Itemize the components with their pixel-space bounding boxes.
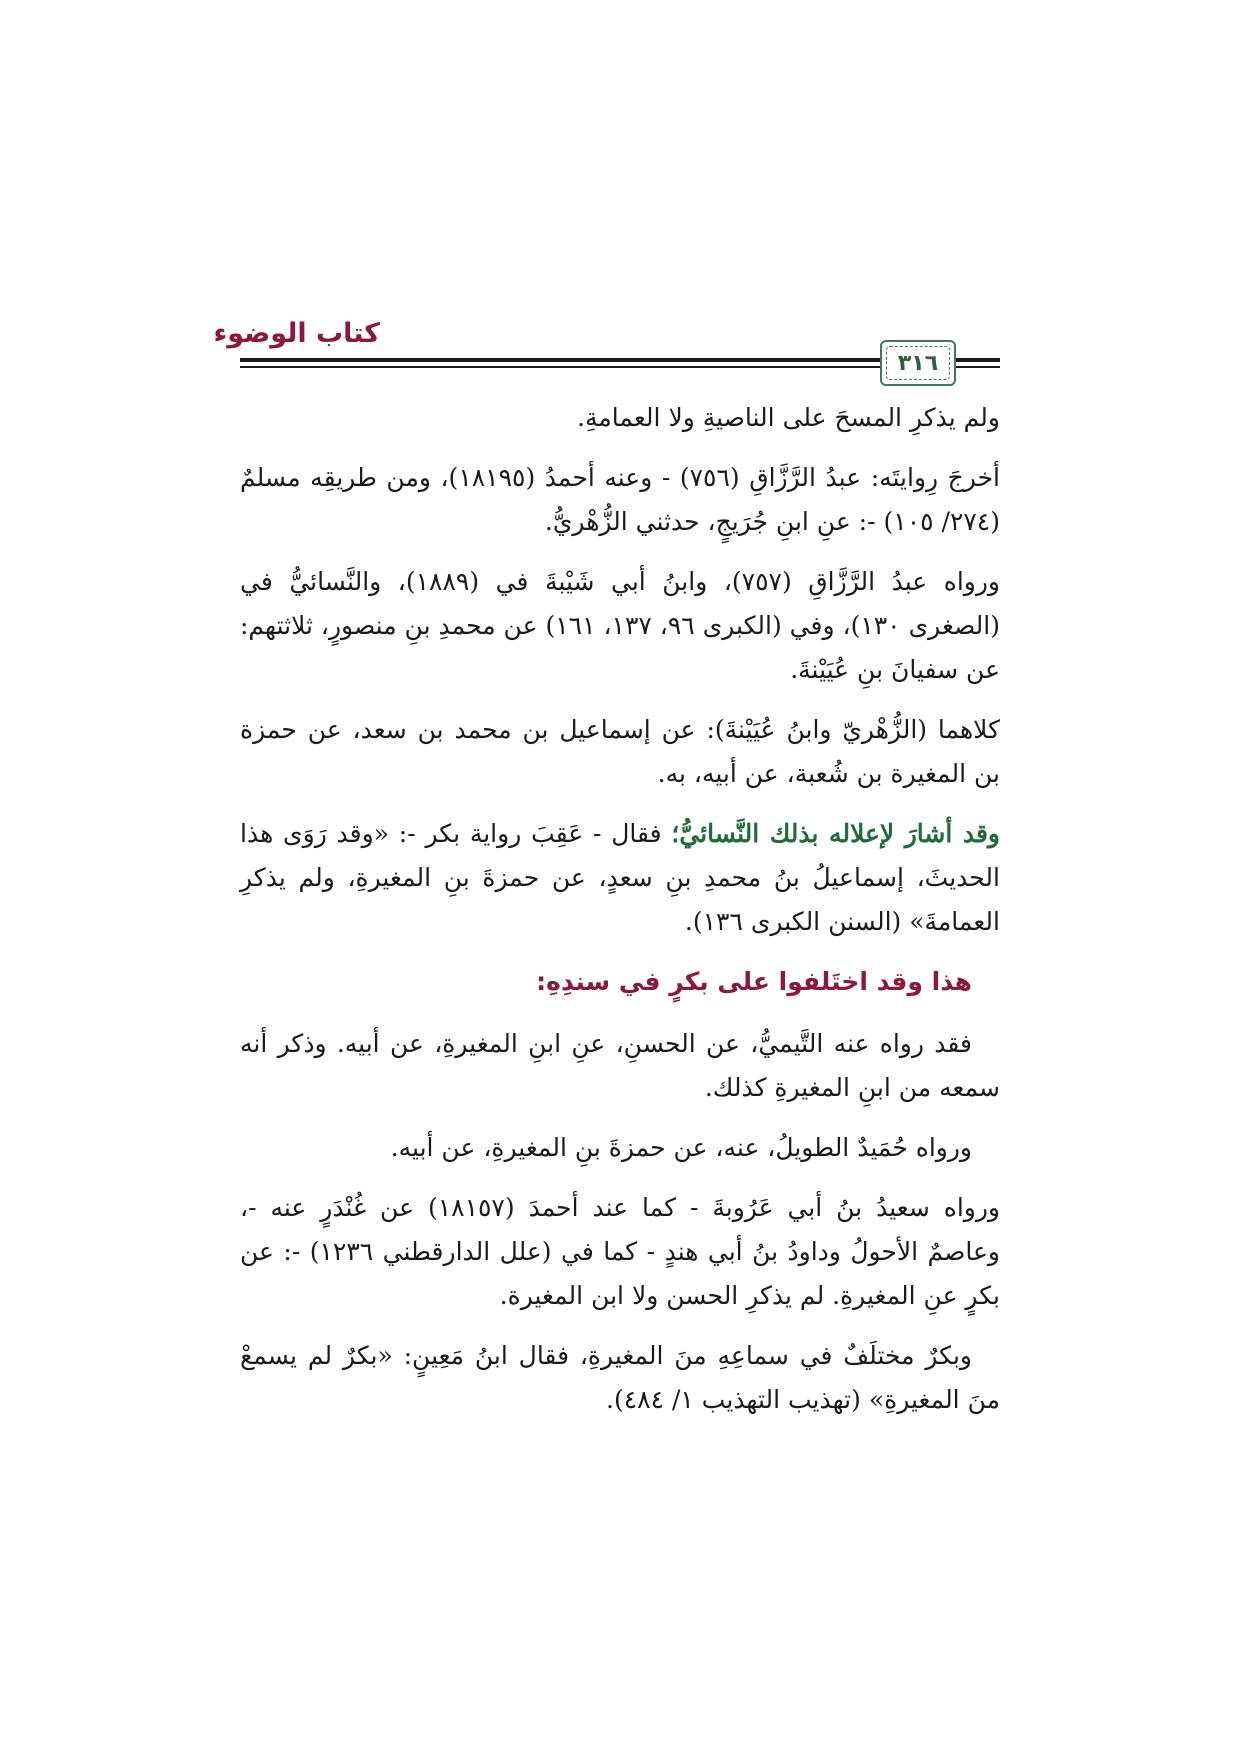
paragraph: ورواه سعيدُ بنُ أبي عَرُوبةَ - كما عند أحمدَ (١٨١٥٧) عن غُنْدَرٍ عنه -، وعاصمٌ الأحولُ وداودُ بنُ أبي هندٍ - كما في (علل الدارقطني ١٢٣٦) -: عن بكرٍ عنِ المغيرةِ. لم يذكرِ الحسن ولا ابن المغيرة. <box>240 1193 1000 1310</box>
highlighted-phrase: وقد أشارَ لإعلاله بذلك النَّسائيُّ؛ <box>671 819 1000 848</box>
paragraph: كلاهما (الزُّهْريّ وابنُ عُيَيْنةَ): عن إسماعيل بن محمد بن سعد، عن حمزة بن المغيرة بن شُعبة، عن أبيه، به. <box>240 715 1000 788</box>
page-number-badge <box>880 340 956 386</box>
paragraph: ولم يذكرِ المسحَ على الناصيةِ ولا العمامةِ. <box>577 403 1000 432</box>
page-number: ٣١٦ <box>897 350 939 376</box>
paragraph: فقد رواه عنه التَّيميُّ، عن الحسنِ، عنِ ابنِ المغيرةِ، عن أبيه. وذكر أنه سمعه من ابنِ المغيرةِ كذلك. <box>240 1029 1000 1102</box>
paragraph: ورواه عبدُ الرَّزَّاقِ (٧٥٧)، وابنُ أبي شَيْبةَ في (١٨٨٩)، والنَّسائيُّ في (الصغرى ١٣٠)، وفي (الكبرى ٩٦، ١٣٧، ١٦١) عن محمدِ بنِ منصورٍ، ثلاثتهم: عن سفيانَ بنِ عُيَيْنةَ. <box>240 567 1001 684</box>
paragraph: وبكرٌ مختلَفٌ في سماعِهِ منَ المغيرةِ، فقال ابنُ مَعِينٍ: «بكرٌ لم يسمعْ منَ المغيرةِ» (تهذيب التهذيب ١/ ٤٨٤). <box>240 1341 1000 1414</box>
paragraph <box>240 812 1000 944</box>
paragraph: أخرجَ رِوايتَه: عبدُ الرَّزَّاقِ (٧٥٦) - وعنه أحمدُ (١٨١٩٥)، ومن طريقِه مسلمٌ (٢٧٤/ ١٠٥) -: عنِ ابنِ جُرَيجٍ، حدثني الزُّهْريُّ. <box>240 463 1001 536</box>
section-heading: هذا وقد اختَلفوا على بكرٍ في سندِهِ: <box>536 967 972 996</box>
book-title: كتاب الوضوء <box>213 318 380 349</box>
paragraph: ورواه حُمَيدٌ الطويلُ، عنه، عن حمزةَ بنِ المغيرةِ، عن أبيه. <box>390 1133 972 1162</box>
paragraph-text: فقال - عَقِبَ رواية بكر -: «وقد رَوَى هذا الحديثَ، إسماعيلُ بنُ محمدِ بنِ سعدٍ، عن حمزةَ بنِ المغيرةِ، ولم يذكرِ العمامةَ» (السنن الكبرى ١٣٦). <box>240 819 1000 936</box>
main-text <box>240 396 1000 1438</box>
